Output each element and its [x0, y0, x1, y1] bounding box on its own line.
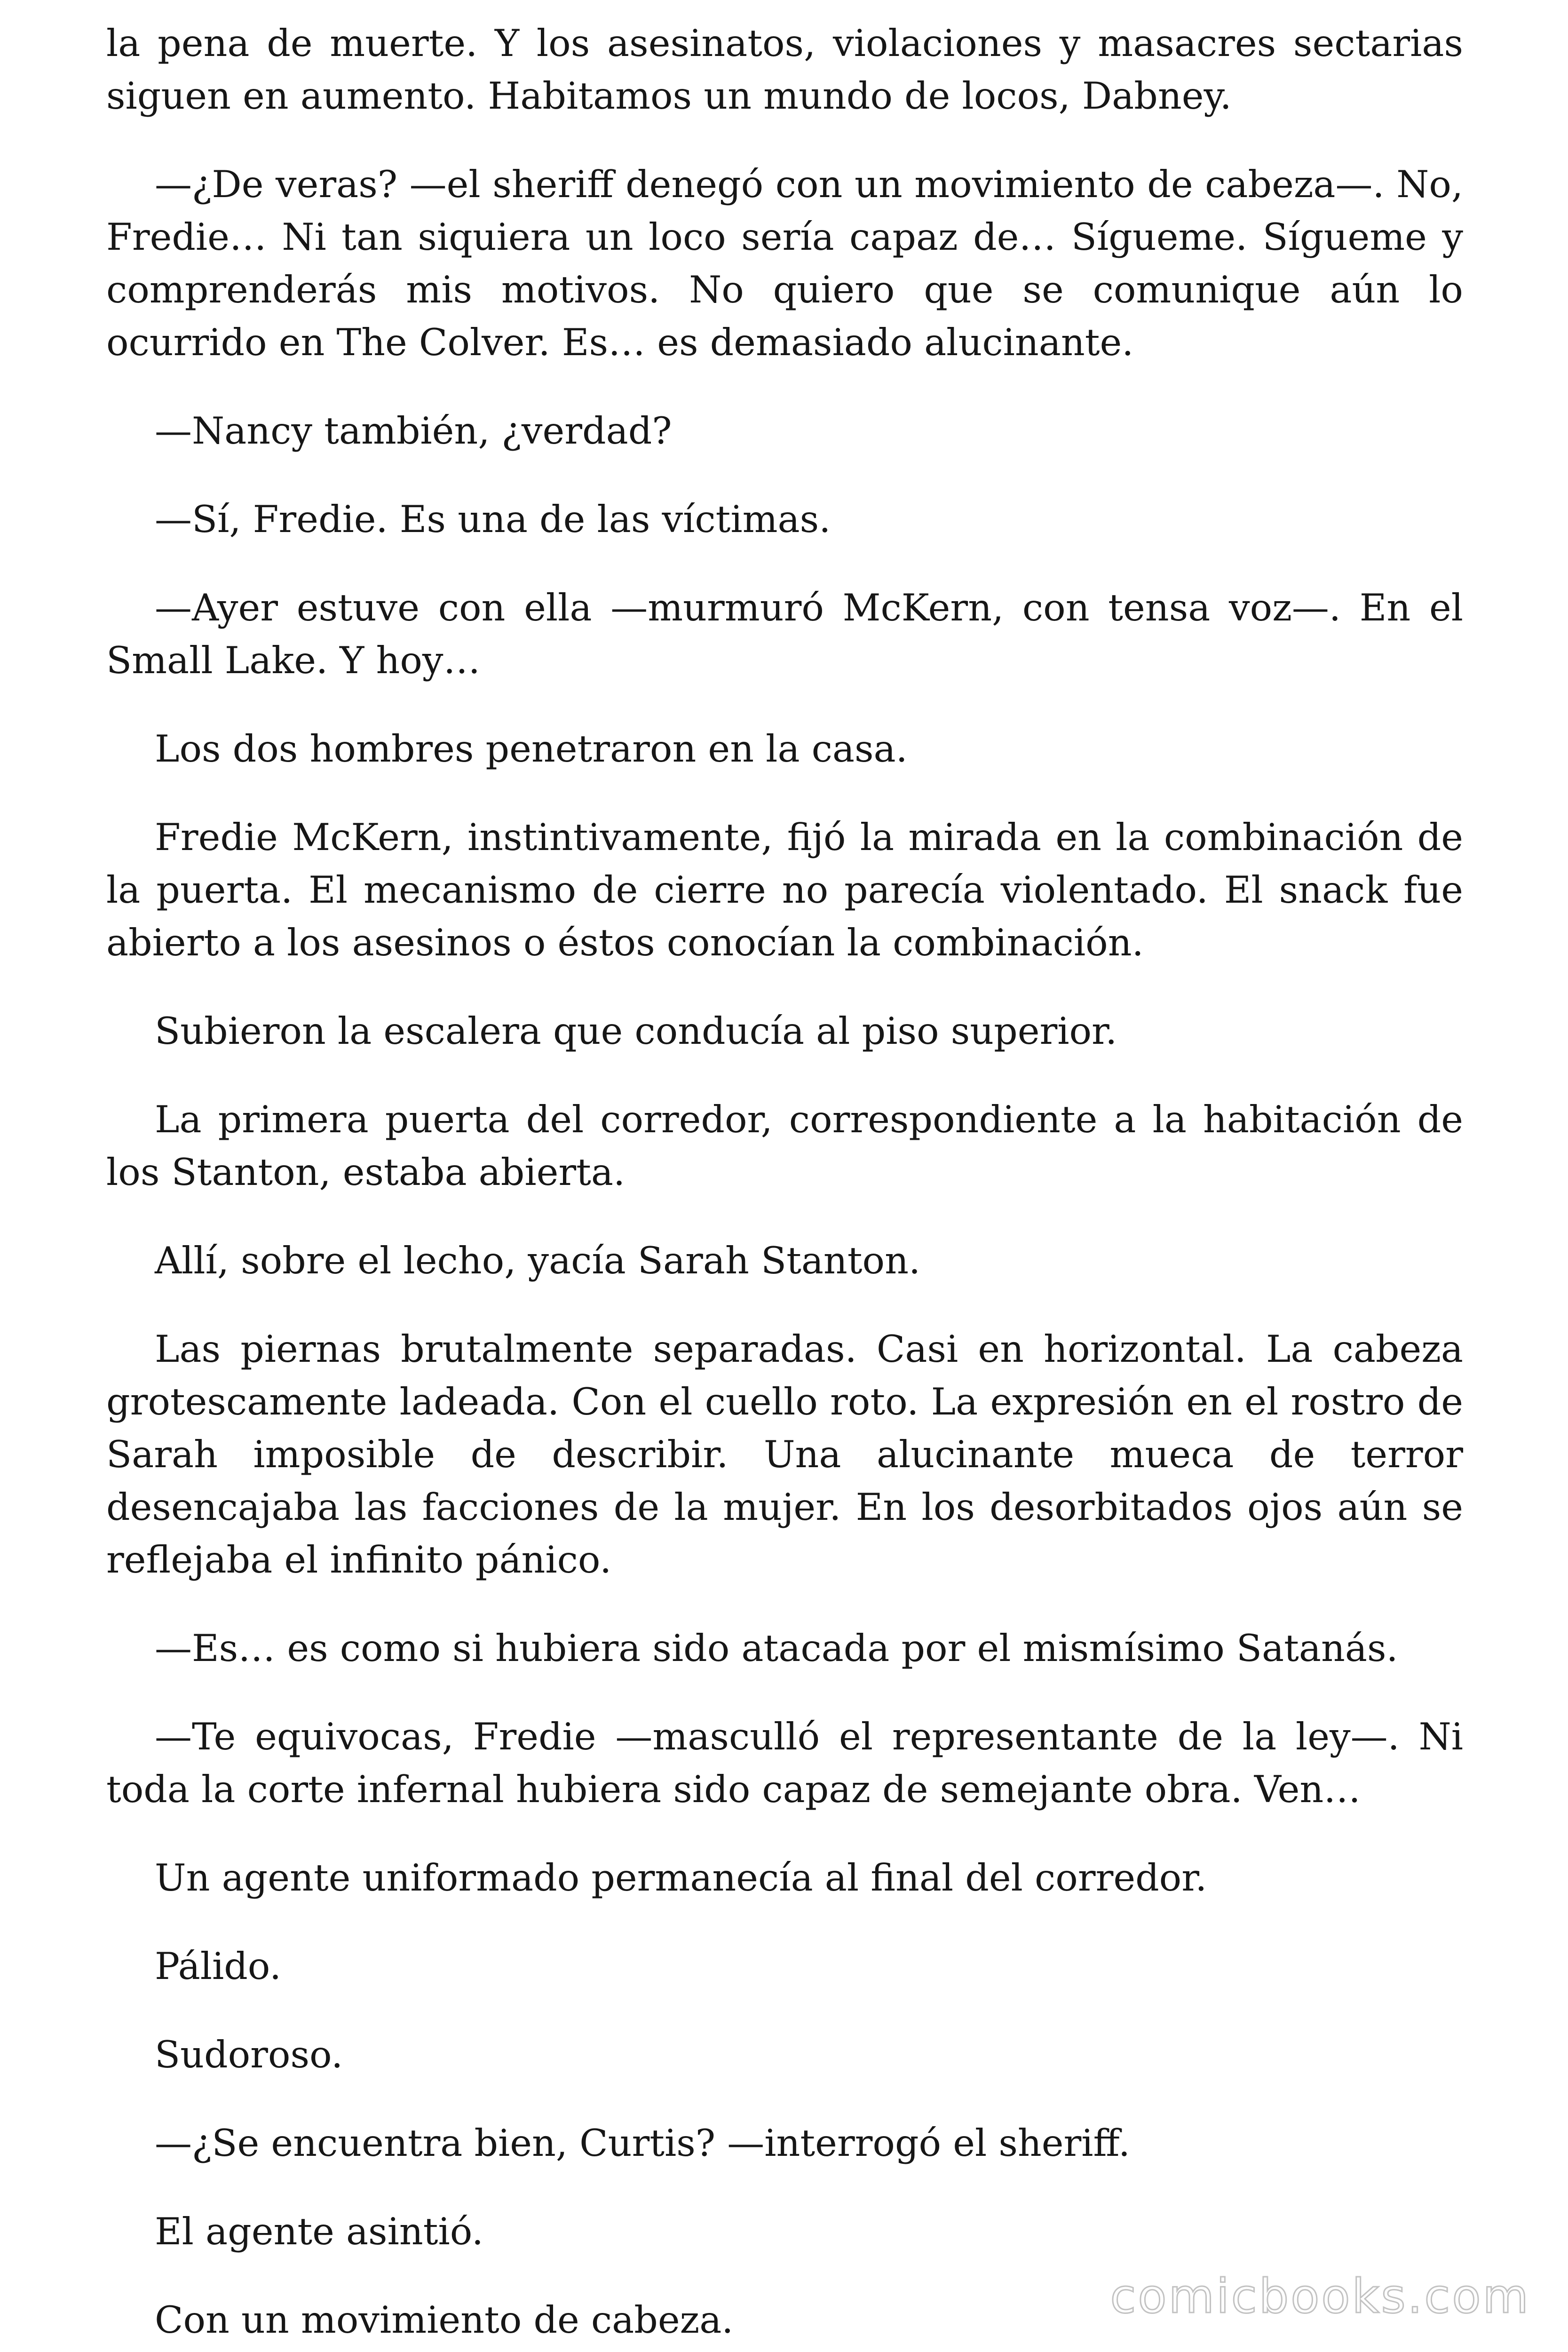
paragraph: —¿De veras? —el sheriff denegó con un movimiento de cabeza—. No, Fredie… Ni tan siquiera un loco sería capaz de… Sígueme. Sígueme y comprenderás mis motivos. No quiero que se comunique aún lo ocurrido en The Colver. Es… es demasiado alucinante.: [106, 163, 1463, 364]
page-text: [106, 17, 1463, 2346]
watermark: comicbooks.com: [1110, 2269, 1530, 2324]
paragraph: —Ayer estuve con ella —murmuró McKern, con tensa voz—. En el Small Lake. Y hoy…: [106, 586, 1463, 682]
paragraph: —Te equivocas, Fredie —masculló el representante de la ley—. Ni toda la corte infernal hubiera sido capaz de semejante obra. Ven…: [106, 1715, 1463, 1811]
paragraph: Pálido.: [155, 1945, 282, 1988]
paragraph: Un agente uniformado permanecía al final del corredor.: [155, 1856, 1207, 1899]
paragraph: Con un movimiento de cabeza.: [155, 2298, 734, 2342]
paragraph: El agente asintió.: [155, 2210, 484, 2253]
paragraph: —¿Se encuentra bien, Curtis? —interrogó el sheriff.: [155, 2122, 1130, 2165]
paragraph: —Nancy también, ¿verdad?: [155, 409, 672, 453]
paragraph: la pena de muerte. Y los asesinatos, violaciones y masacres sectarias siguen en aumento. Habitamos un mundo de locos, Dabney.: [106, 22, 1463, 118]
paragraph: Fredie McKern, instintivamente, fijó la mirada en la combinación de la puerta. El mecanismo de cierre no parecía violentado. El snack fue abierto a los asesinos o éstos conocían la combinación.: [106, 816, 1463, 964]
paragraph: Subieron la escalera que conducía al piso superior.: [155, 1009, 1117, 1053]
paragraph: —Es… es como si hubiera sido atacada por el mismísimo Satanás.: [155, 1627, 1398, 1670]
paragraph: Sudoroso.: [155, 2033, 343, 2076]
paragraph: La primera puerta del corredor, correspondiente a la habitación de los Stanton, estaba abierta.: [106, 1098, 1463, 1194]
paragraph: Allí, sobre el lecho, yacía Sarah Stanton.: [155, 1239, 921, 1282]
paragraph: —Sí, Fredie. Es una de las víctimas.: [155, 498, 831, 541]
paragraph: Los dos hombres penetraron en la casa.: [155, 727, 908, 771]
paragraph: Las piernas brutalmente separadas. Casi en horizontal. La cabeza grotescamente ladeada. Con el cuello roto. La expresión en el rostro de Sarah imposible de describir. Una alucinante mueca de terror desencajaba las facciones de la mujer. En los desorbitados ojos aún se reflejaba el infinito pánico.: [106, 1327, 1463, 1581]
